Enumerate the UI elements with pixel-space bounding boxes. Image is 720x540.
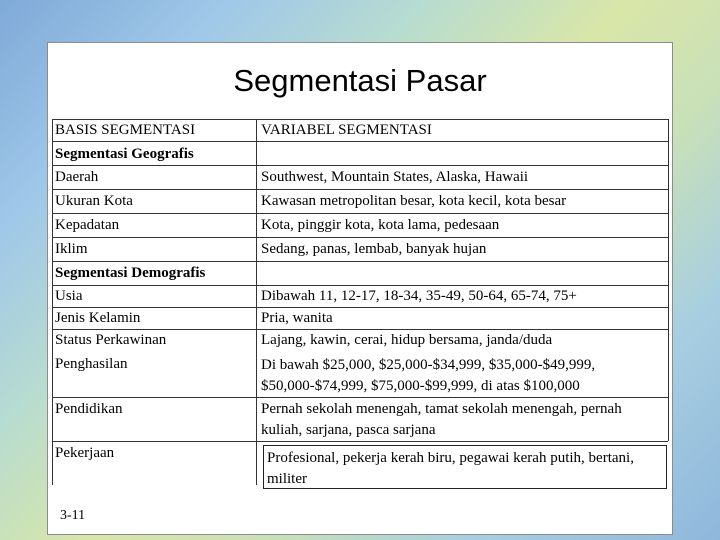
basis-cell: Penghasilan <box>55 356 128 372</box>
header-variabel: VARIABEL SEGMENTASI <box>261 122 432 138</box>
variabel-cell: Kota, pinggir kota, kota lama, pedesaan <box>261 217 500 233</box>
header-basis: BASIS SEGMENTASI <box>55 122 196 138</box>
variabel-cell: Pria, wanita <box>261 310 333 326</box>
variabel-cell: Kawasan metropolitan besar, kota kecil, kota besar <box>261 193 567 209</box>
variabel-cell: Lajang, kawin, cerai, hidup bersama, janda/duda <box>261 332 553 348</box>
basis-cell: Pendidikan <box>55 401 123 417</box>
variabel-cell: Dibawah 11, 12-17, 18-34, 35-49, 50-64, 65-74, 75+ <box>261 288 577 304</box>
slide-number: 3-11 <box>60 508 86 523</box>
basis-cell: Status Perkawinan <box>55 332 167 348</box>
pekerjaan-variabel-box <box>263 445 667 489</box>
variabel-cell: Sedang, panas, lembab, banyak hujan <box>261 241 487 257</box>
basis-cell: Daerah <box>55 169 99 185</box>
basis-cell: Pekerjaan <box>55 445 115 461</box>
basis-cell: Jenis Kelamin <box>55 310 141 326</box>
basis-cell: Kepadatan <box>55 217 120 233</box>
variabel-cell: Di bawah $25,000, $25,000-$34,999, $35,000-$49,999, $50,000-$74,999, $75,000-$99,999, di atas $100,000 <box>261 357 596 394</box>
slide-title: Segmentasi Pasar <box>233 63 487 98</box>
slide <box>47 42 673 535</box>
table-border-middle <box>256 119 257 485</box>
variabel-cell: Southwest, Mountain States, Alaska, Hawaii <box>261 169 529 185</box>
basis-cell: Usia <box>55 288 83 304</box>
variabel-cell: Pernah sekolah menengah, tamat sekolah menengah, pernah kuliah, sarjana, pasca sarjana <box>261 401 622 438</box>
variabel-cell: Profesional, pekerja kerah biru, pegawai kerah putih, bertani, militer <box>267 450 634 487</box>
table-border-right <box>668 119 669 441</box>
section-demografis: Segmentasi Demografis <box>55 265 206 281</box>
basis-cell: Ukuran Kota <box>55 193 133 209</box>
section-geografis: Segmentasi Geografis <box>55 146 194 162</box>
basis-cell: Iklim <box>55 241 88 257</box>
